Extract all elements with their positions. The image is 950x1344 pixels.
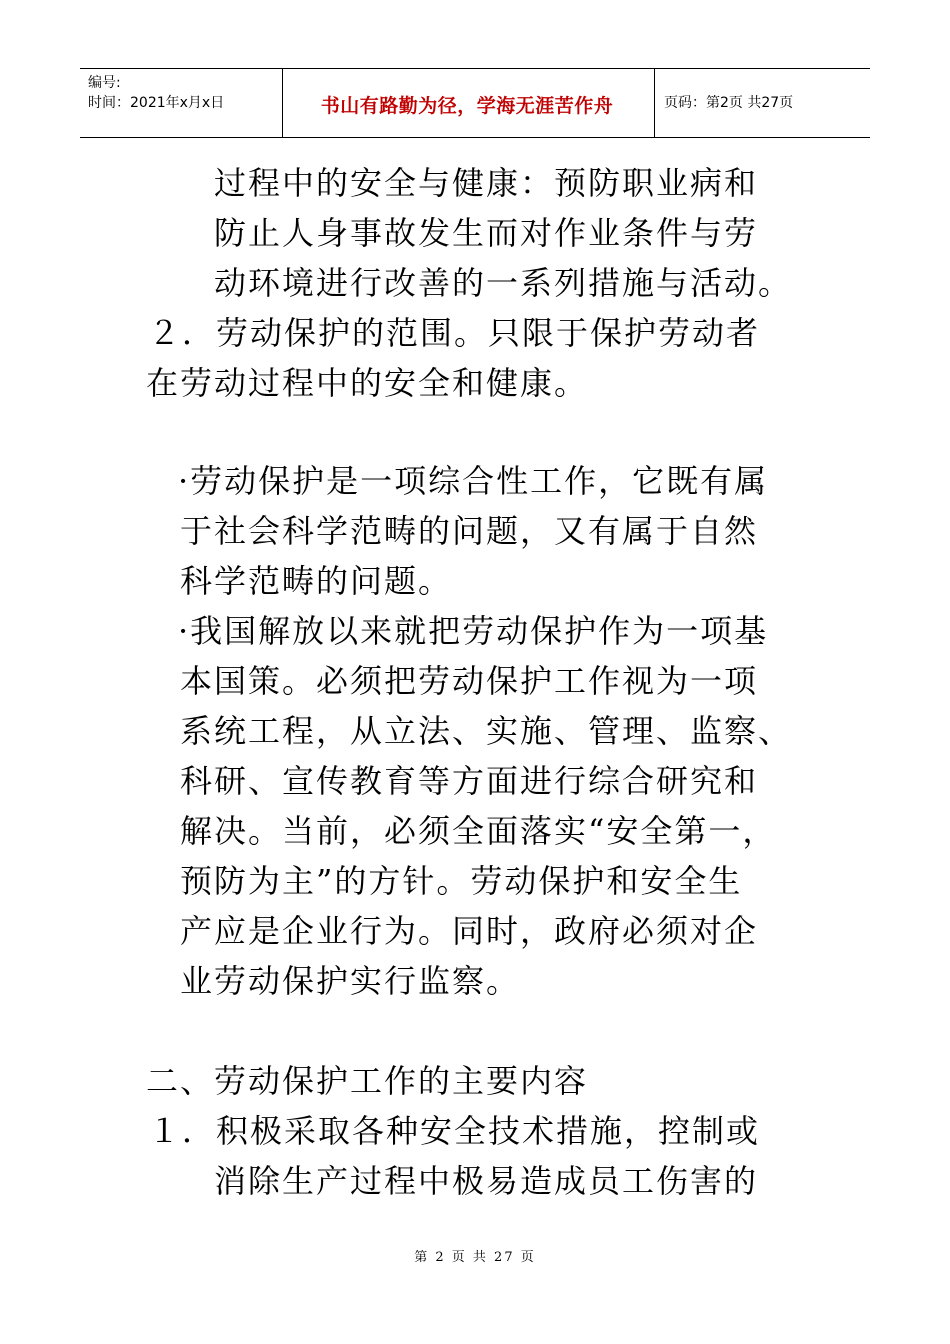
body-line: 消除生产过程中极易造成员工伤害的 xyxy=(214,1162,759,1200)
body-line: 产应是企业行为。同时，政府必须对企 xyxy=(180,912,759,950)
body-line: 系统工程，从立法、实施、管理、监察、 xyxy=(180,712,793,750)
header-date-label: 时间：2021年x月x日 xyxy=(88,95,225,111)
header-motto: 书山有路勤为径，学海无涯苦作舟 xyxy=(320,95,614,117)
body-line: ·劳动保护是一项综合性工作，它既有属 xyxy=(178,462,769,500)
header-page-info: 页码：第2页 共27页 xyxy=(664,95,794,111)
body-line: 科学范畴的问题。 xyxy=(180,562,453,600)
body-line: 于社会科学范畴的问题，又有属于自然 xyxy=(180,512,759,550)
body-line: ·我国解放以来就把劳动保护作为一项基 xyxy=(178,612,769,650)
body-line: 本国策。必须把劳动保护工作视为一项 xyxy=(180,662,759,700)
body-line: 预防为主”的方针。劳动保护和安全生 xyxy=(180,862,743,900)
body-line: 业劳动保护实行监察。 xyxy=(180,962,521,1000)
header-number-label: 编号: xyxy=(88,75,121,91)
page-footer: 第 2 页 共 27 页 xyxy=(414,1250,536,1265)
body-line: 动环境进行改善的一系列措施与活动。 xyxy=(214,264,793,302)
body-line: 过程中的安全与健康：预防职业病和 xyxy=(214,164,759,202)
body-line: 科研、宣传教育等方面进行综合研究和 xyxy=(180,762,759,800)
body-line: 在劳动过程中的安全和健康。 xyxy=(146,364,589,402)
body-line: ２．劳动保护的范围。只限于保护劳动者 xyxy=(148,314,761,352)
body-line: 防止人身事故发生而对作业条件与劳 xyxy=(214,214,759,252)
section-heading: 二、劳动保护工作的主要内容 xyxy=(146,1062,589,1100)
body-line: 解决。当前，必须全面落实“安全第一， xyxy=(180,812,777,850)
body-line: １．积极采取各种安全技术措施，控制或 xyxy=(148,1112,761,1150)
